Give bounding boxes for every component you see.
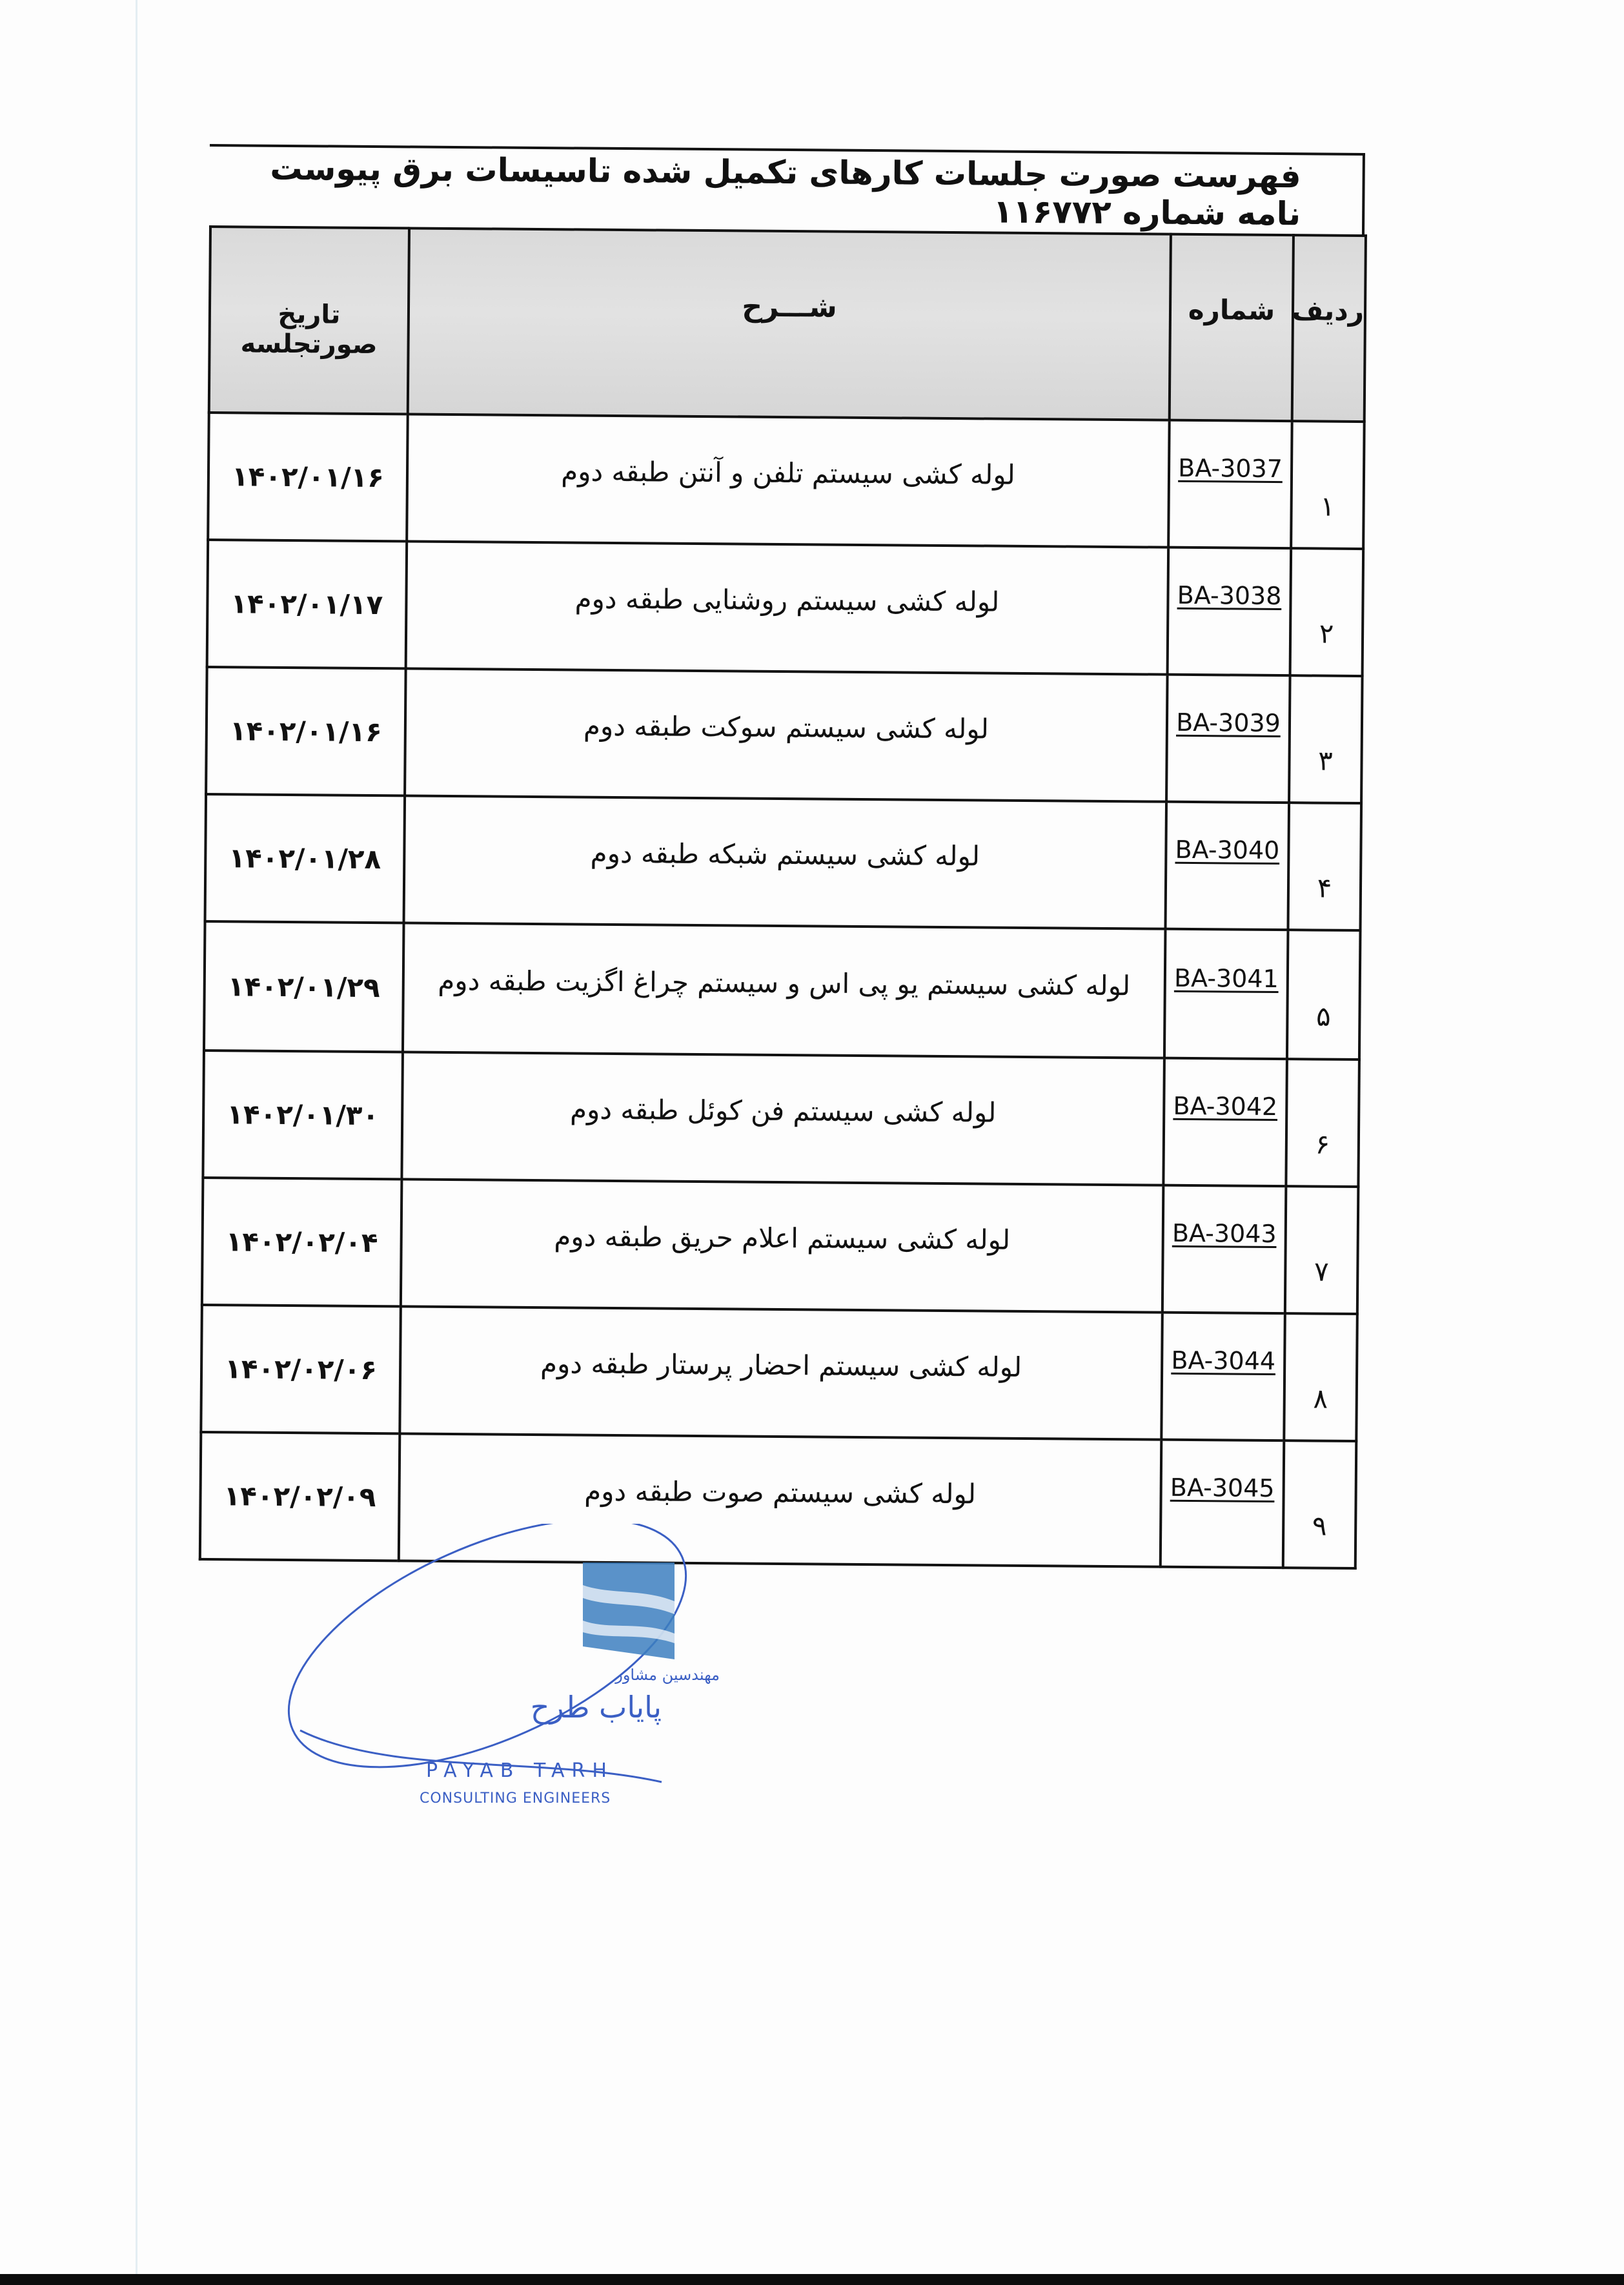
record-number: BA-3043 bbox=[1172, 1218, 1277, 1249]
row-index: ۶ bbox=[1315, 1128, 1330, 1160]
record-number-cell bbox=[1168, 420, 1292, 548]
date: ۱۴۰۲/۰۲/۰۹ bbox=[223, 1480, 376, 1513]
date-cell bbox=[203, 1050, 403, 1179]
description-cell bbox=[403, 923, 1166, 1058]
row-index-cell bbox=[1291, 421, 1365, 549]
row-index: ۴ bbox=[1317, 872, 1332, 904]
record-number-cell bbox=[1161, 1440, 1284, 1568]
date: ۱۴۰۲/۰۱/۱۷ bbox=[230, 588, 383, 621]
record-number: BA-3045 bbox=[1170, 1473, 1275, 1503]
header-row-number: ردیف bbox=[1292, 235, 1366, 422]
record-number: BA-3037 bbox=[1178, 453, 1283, 484]
row-index: ۷ bbox=[1314, 1255, 1329, 1287]
document-title-text: فهرست صورت جلسات کارهای تکمیل شده تاسیسات برق پیوست نامه شماره ۱۱۶۷۷۲ bbox=[270, 149, 1301, 233]
row-index-cell bbox=[1288, 803, 1361, 930]
header-description: شـــرح bbox=[408, 228, 1171, 420]
stamp-text-fa-top: مهندسین مشاور bbox=[615, 1666, 720, 1684]
date: ۱۴۰۲/۰۱/۲۸ bbox=[228, 842, 381, 876]
table-row bbox=[203, 1050, 1359, 1187]
date-cell bbox=[204, 921, 404, 1052]
stamp-text-fa-name: پایاب طرح bbox=[530, 1690, 662, 1725]
record-number: BA-3044 bbox=[1171, 1346, 1276, 1376]
description-cell bbox=[404, 795, 1167, 928]
header-date: تاریخ صورتجلسه bbox=[209, 227, 409, 414]
record-number-cell bbox=[1165, 802, 1289, 930]
record-number: BA-3038 bbox=[1177, 580, 1282, 611]
stamp-text-en-sub: CONSULTING ENGINEERS bbox=[420, 1790, 611, 1807]
description: لوله کشی سیستم یو پی اس و سیستم چراغ اگزیت طبقه دوم bbox=[438, 964, 1131, 1001]
table-row bbox=[201, 1305, 1357, 1441]
record-number-cell bbox=[1166, 675, 1290, 803]
date: ۱۴۰۲/۰۲/۰۴ bbox=[225, 1225, 378, 1259]
description-cell bbox=[401, 1052, 1164, 1185]
date: ۱۴۰۲/۰۲/۰۶ bbox=[225, 1353, 378, 1386]
company-stamp bbox=[274, 1524, 726, 1808]
date: ۱۴۰۲/۰۱/۱۶ bbox=[231, 460, 385, 494]
description: لوله کشی سیستم شبکه طبقه دوم bbox=[590, 837, 980, 872]
record-number-cell bbox=[1162, 1185, 1286, 1313]
record-number-cell bbox=[1164, 929, 1288, 1059]
table-header-row bbox=[209, 227, 1366, 422]
header-number: شماره bbox=[1170, 234, 1294, 421]
row-index-cell bbox=[1284, 1313, 1357, 1441]
date: ۱۴۰۲/۰۱/۱۶ bbox=[229, 715, 382, 748]
row-index: ۲ bbox=[1319, 617, 1334, 650]
row-index: ۸ bbox=[1313, 1382, 1328, 1415]
row-index: ۱ bbox=[1320, 490, 1335, 522]
table-row bbox=[207, 540, 1363, 676]
table-row bbox=[206, 667, 1362, 803]
record-number-cell bbox=[1161, 1313, 1285, 1440]
scan-bottom-edge bbox=[0, 2274, 1624, 2285]
record-number: BA-3040 bbox=[1175, 835, 1280, 865]
record-number-cell bbox=[1168, 548, 1292, 675]
scan-edge-line bbox=[136, 0, 137, 2285]
date-cell bbox=[207, 540, 407, 668]
row-index: ۳ bbox=[1318, 744, 1334, 777]
table-row bbox=[202, 1178, 1358, 1314]
row-index-cell bbox=[1286, 1059, 1359, 1187]
description-cell bbox=[405, 668, 1168, 801]
date: ۱۴۰۲/۰۱/۳۰ bbox=[227, 1098, 380, 1132]
document-title bbox=[209, 144, 1365, 236]
table-row bbox=[208, 413, 1364, 549]
row-index-cell bbox=[1285, 1186, 1359, 1314]
date: ۱۴۰۲/۰۱/۲۹ bbox=[227, 970, 380, 1003]
description-cell bbox=[401, 1179, 1164, 1312]
date-cell bbox=[205, 794, 405, 923]
date-cell bbox=[202, 1178, 402, 1306]
description-cell bbox=[400, 1306, 1162, 1439]
document-table bbox=[199, 144, 1365, 1548]
row-index-cell bbox=[1289, 675, 1363, 803]
row-index: ۹ bbox=[1312, 1510, 1327, 1542]
record-number: BA-3042 bbox=[1173, 1091, 1278, 1122]
description-cell bbox=[407, 414, 1170, 547]
description: لوله کشی سیستم صوت طبقه دوم bbox=[584, 1475, 977, 1510]
record-number-cell bbox=[1163, 1058, 1287, 1186]
table-row bbox=[205, 794, 1361, 930]
table-row bbox=[204, 921, 1361, 1060]
date-cell bbox=[208, 413, 408, 541]
date-cell bbox=[206, 667, 406, 795]
description: لوله کشی سیستم اعلام حریق طبقه دوم bbox=[554, 1220, 1011, 1256]
row-index: ۵ bbox=[1315, 1000, 1331, 1032]
row-index-cell bbox=[1283, 1440, 1357, 1568]
works-table bbox=[199, 225, 1367, 1570]
description: لوله کشی سیستم تلفن و آنتن طبقه دوم bbox=[561, 455, 1016, 491]
row-index-cell bbox=[1290, 548, 1364, 676]
company-logo-icon bbox=[583, 1563, 675, 1659]
description: لوله کشی سیستم فن کوئل طبقه دوم bbox=[569, 1093, 997, 1129]
record-number: BA-3041 bbox=[1173, 963, 1279, 993]
description: لوله کشی سیستم سوکت طبقه دوم bbox=[583, 710, 990, 745]
row-index-cell bbox=[1287, 930, 1361, 1060]
description: لوله کشی سیستم روشنایی طبقه دوم bbox=[574, 582, 1000, 618]
date-cell bbox=[201, 1305, 401, 1433]
description: لوله کشی سیستم احضار پرستار طبقه دوم bbox=[540, 1347, 1022, 1383]
record-number: BA-3039 bbox=[1176, 708, 1281, 738]
stamp-text-en-name: PAYAB TARH bbox=[426, 1759, 614, 1782]
description-cell bbox=[406, 541, 1169, 674]
